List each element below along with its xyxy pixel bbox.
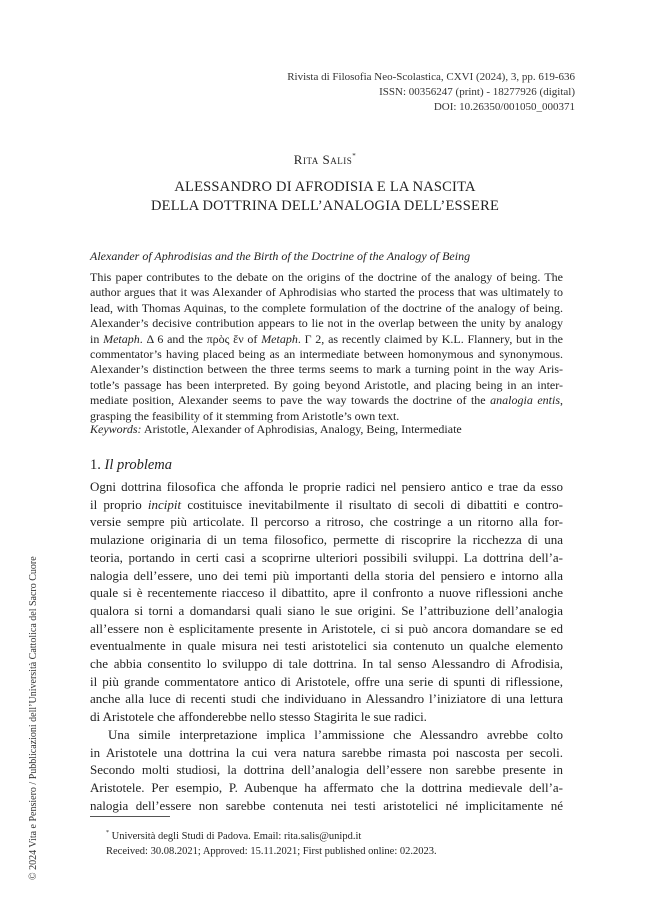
author-footnote-marker: * <box>352 152 357 160</box>
footnote-marker: * <box>106 830 109 836</box>
side-copyright: © 2024 Vita e Pensiero / Pubblicazioni dell’Università Cattolica del Sacro Cuore <box>28 556 39 880</box>
body-text-span: costituisce inevitabilmente il risultato di secoli di dibattiti e contro- <box>181 496 563 512</box>
body-line: quale si è recentemente riacceso il dibattito, apre il confronto a nuove riflessioni anche <box>90 585 563 601</box>
body-line: Aristotele. Per esempio, P. Aubenque ha affermato che la dottrina medievale dell’a- <box>90 779 563 795</box>
abstract-line: author argues that it was Alexander of Aphrodisias who started the process that was ultimately to <box>90 285 563 300</box>
body-text <box>90 478 563 814</box>
keywords <box>90 422 563 437</box>
abstract-text: . Δ 6 and the πρὸς ἕν of <box>139 331 262 346</box>
body-line: anche alla luce di recenti studi che individuano in Alessandro l’iniziatore di una lettura <box>90 691 563 707</box>
footnote-line-1 <box>106 826 566 844</box>
body-line: di Aristotele che affonderebbe nello stesso Stagirita le sue radici. <box>90 709 427 725</box>
body-line: il più grande commentatore antico di Aristotele, offre una serie di spunti di riflessione, <box>90 673 563 689</box>
section-title: Il problema <box>104 457 173 473</box>
body-line: nalogia dell’essere non sarebbe contenuta nei testi aristotelici né implicitamente né <box>90 797 563 813</box>
abstract-line: commentator’s having placed being as an intermediate between homonymous and synonymous. <box>90 347 563 362</box>
english-title: Alexander of Aphrodisias and the Birth of the Doctrine of the Analogy of Being <box>90 249 471 263</box>
section-heading <box>90 456 172 474</box>
body-line: Una simile interpretazione implica l’ammissione che Alessandro avrebbe colto <box>108 726 563 742</box>
footnote-dates: Received: 30.08.2021; Approved: 15.11.2021; First published online: 02.2023. <box>106 846 437 857</box>
abstract-line: Alexander’s distinction between the three terms seems to mark a turning point in the way Aris- <box>90 362 563 377</box>
abstract-italic: Metaph <box>261 331 298 346</box>
abstract <box>90 270 563 424</box>
abstract-line: Alexander’s decisive contribution appears to lie not in the overlap between the unity by analogy <box>90 316 563 331</box>
body-text-span: il proprio <box>90 496 148 512</box>
body-line: che abbia consentito lo sviluppo di tale dottrina. In tal senso Alessandro di Afrodisia, <box>90 656 563 672</box>
body-italic: incipit <box>147 496 182 512</box>
section-number: 1. <box>90 457 101 473</box>
abstract-text: in <box>90 331 104 346</box>
body-line: qualora si torni a domandarsi quali siano le sue origini. Se l’attribuzione dell’analogia <box>90 602 563 618</box>
body-line: eventualmente in quale misura nei testi aristotelici sia contenuto un qualche elemento <box>90 638 563 654</box>
article-title <box>60 178 590 216</box>
journal-doi: DOI: 10.26350/001050_000371 <box>433 101 575 113</box>
keywords-label: Keywords: <box>90 422 142 436</box>
abstract-line: lead, with Thomas Aquinas, to the complete formulation of the doctrine of the analogy of being. <box>90 300 563 315</box>
body-line: versie sempre più articolate. Il percorso a ritroso, che costringe a un ritorno alla for- <box>90 514 563 530</box>
body-line: mulazione originaria di un tema filosofico, permette di riscoprire la ricchezza di una <box>90 532 563 548</box>
body-line: Secondo molti studiosi, la dottrina dell’analogia dell’essere non sarebbe presente in <box>90 762 563 778</box>
body-line <box>90 496 563 514</box>
footnote-affiliation: Università degli Studi di Padova. Email: rita.salis@unipd.it <box>111 831 362 842</box>
abstract-text: , <box>560 393 563 408</box>
author-line <box>0 152 650 168</box>
title-line-2: DELLA DOTTRINA DELL’ANALOGIA DELL’ESSERE <box>150 198 500 214</box>
abstract-line <box>90 332 563 347</box>
abstract-italic: analogia entis <box>490 393 560 408</box>
abstract-text: . Γ 2, as recently claimed by K.L. Flannery, but in the <box>297 331 563 346</box>
footnote <box>106 826 566 859</box>
journal-info <box>155 70 575 115</box>
title-line-1: ALESSANDRO DI AFRODISIA E LA NASCITA <box>174 179 476 195</box>
body-line: Ogni dottrina filosofica che affonda le proprie radici nel pensiero antico e trae da esso <box>90 479 563 494</box>
journal-citation: Rivista di Filosofia Neo-Scolastica, CXVI (2024), 3, pp. 619-636 <box>287 71 575 83</box>
body-line: in Aristotele una dottrina la cui vera natura sarebbe rimasta poi nascosta per secoli. <box>90 744 563 760</box>
keywords-list: Aristotle, Alexander of Aphrodisias, Analogy, Being, Intermediate <box>143 422 462 436</box>
abstract-text: mediate position, Alexander seems to pave the way towards the doctrine of the <box>90 393 491 408</box>
body-line: teoria, portando in certi casi a scoprirne ulteriori possibili sviluppi. La dottrina dell’a- <box>90 549 563 565</box>
body-line: all’essere non è esplicitamente presente in Aristotele, ci si può ancora domandare se ed <box>90 620 563 636</box>
abstract-line: totle’s passage has been interpreted. By going beyond Aristotle, and placing being in an inter- <box>90 377 563 392</box>
journal-issn: ISSN: 00356247 (print) - 18277926 (digital) <box>379 86 575 98</box>
abstract-line <box>90 393 563 408</box>
abstract-line: grasping the feasibility of it stemming from Aristotle’s own text. <box>90 408 400 423</box>
abstract-line: This paper contributes to the debate on the origins of the doctrine of the analogy of being. The <box>90 270 563 284</box>
footnote-divider <box>90 816 170 817</box>
author-name: Rita Salis <box>293 152 353 167</box>
abstract-italic: Metaph <box>103 331 140 346</box>
body-line: nalogia dell’essere, uno dei temi più importanti della storia del pensiero e intorno alla <box>90 567 563 583</box>
